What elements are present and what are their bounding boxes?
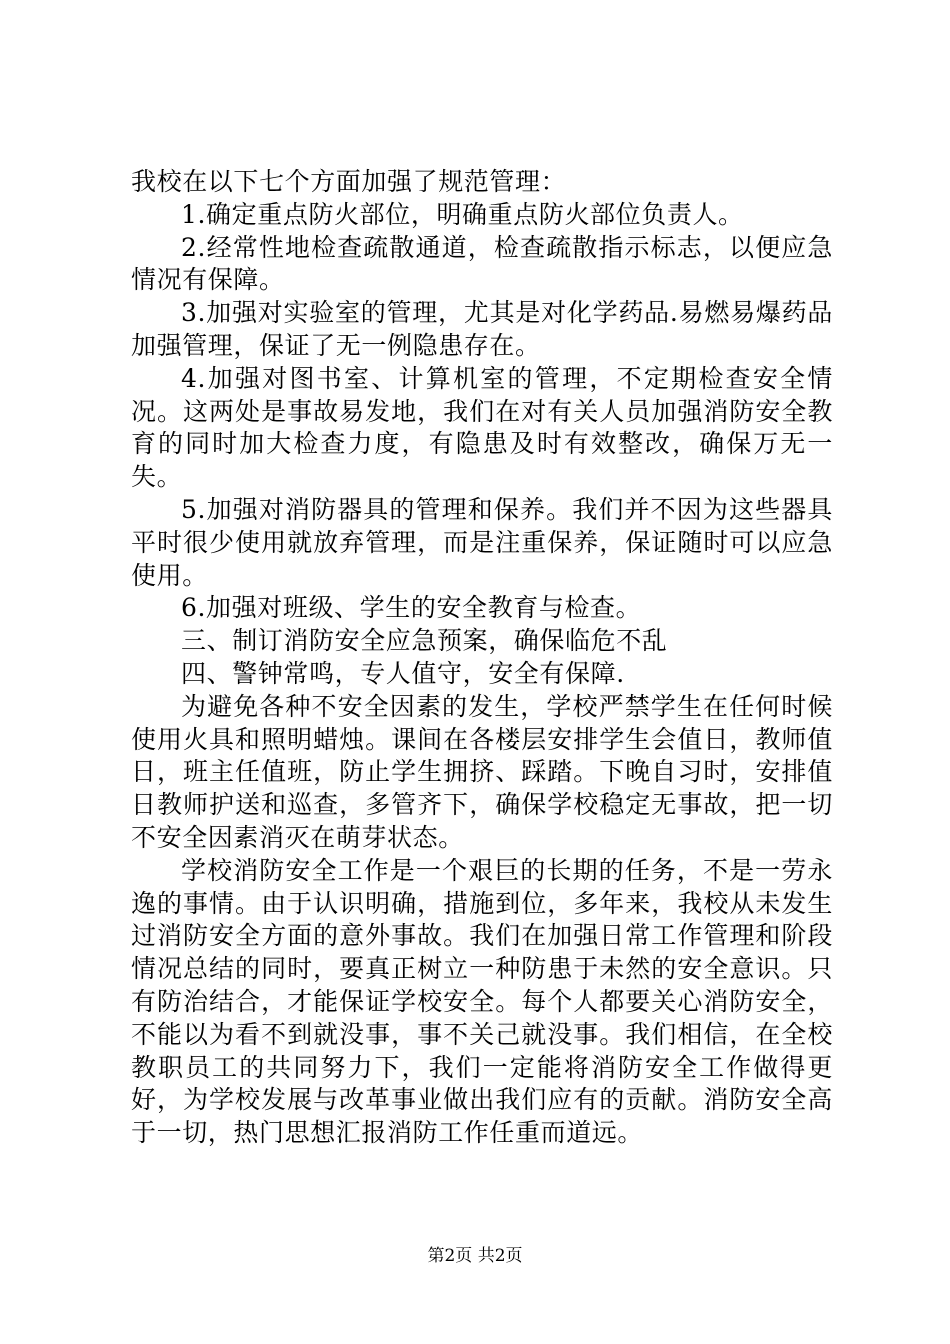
section-heading-4: 四、警钟常鸣，专人值守，安全有保障. xyxy=(181,658,625,688)
section-heading-3: 三、制订消防安全应急预案，确保临危不乱 xyxy=(181,626,668,656)
paragraph-item-3: 3.加强对实验室的管理，尤其是对化学药品.易燃易爆药品加强管理，保证了无一例隐患存在。 xyxy=(131,298,833,360)
paragraph-safety-measures: 为避免各种不安全因素的发生，学校严禁学生在任何时候使用火具和照明蜡烛。课间在各楼层安排学生会值日，教师值日，班主任值班，防止学生拥挤、踩踏。下晚自习时，安排值日教师护送和巡查，多管齐下，确保学校稳定无事故，把一切不安全因素消灭在萌芽状态。 xyxy=(131,691,833,852)
paragraph-item-1: 1.确定重点防火部位，明确重点防火部位负责人。 xyxy=(181,199,744,229)
paragraph-intro: 我校在以下七个方面加强了规范管理： xyxy=(131,167,567,196)
paragraph-item-6: 6.加强对班级、学生的安全教育与检查。 xyxy=(181,593,642,623)
page-number-footer: 第2页 共2页 xyxy=(427,1246,523,1266)
paragraph-item-5: 5.加强对消防器具的管理和保养。我们并不因为这些器具平时很少使用就放弃管理，而是注重保养，保证随时可以应急使用。 xyxy=(131,494,833,590)
document-body xyxy=(131,166,833,1150)
paragraph-item-2: 2.经常性地检查疏散通道，检查疏散指示标志，以便应急情况有保障。 xyxy=(131,232,833,295)
paragraph-item-4: 4.加强对图书室、计算机室的管理，不定期检查安全情况。这两处是事故易发地，我们在对有关人员加强消防安全教育的同时加大检查力度，有隐患及时有效整改，确保万无一失。 xyxy=(131,363,833,492)
paragraph-conclusion: 学校消防安全工作是一个艰巨的长期的任务，不是一劳永逸的事情。由于认识明确，措施到位，多年来，我校从未发生过消防安全方面的意外事故。我们在加强日常工作管理和阶段情况总结的同时，要真正树立一种防患于未然的安全意识。只有防治结合，才能保证学校安全。每个人都要关心消防安全，不能以为看不到就没事，事不关己就没事。我们相信，在全校教职员工的共同努力下，我们一定能将消防安全工作做得更好，为学校发展与改革事业做出我们应有的贡献。消防安全高于一切，热门思想汇报消防工作任重而道远。 xyxy=(131,855,833,1148)
